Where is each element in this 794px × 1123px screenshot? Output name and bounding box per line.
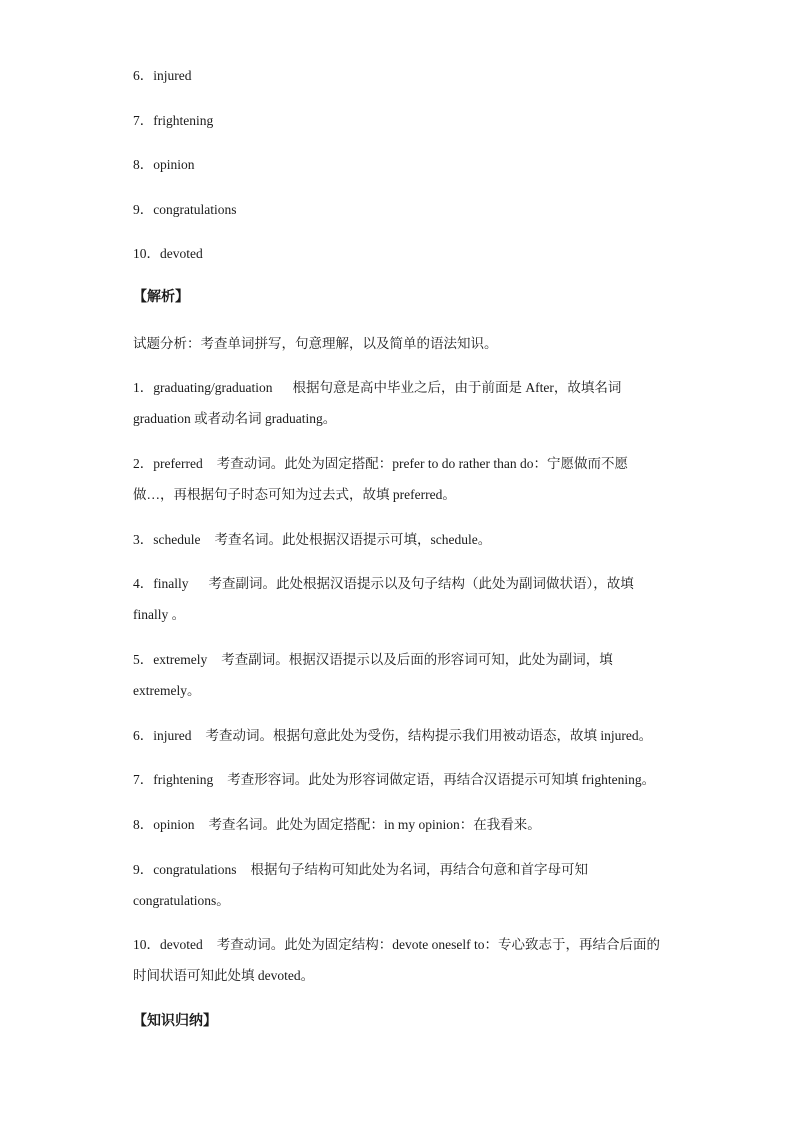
analysis-intro: 试题分析：考查单词拼写，句意理解，以及简单的语法知识。	[133, 336, 498, 351]
explanation-text: 考查名词。此处为固定搭配：in my opinion：在我看来。	[208, 817, 541, 832]
answer-item-9: 9．congratulations	[133, 201, 237, 217]
explanation-text: 根据句子结构可知此处为名词，再结合句意和首字母可知 congratulations。	[133, 862, 588, 908]
explanation-5	[133, 644, 661, 706]
answer-item-8: 8．opinion	[133, 157, 195, 172]
explanation-text: 考查副词。此处根据汉语提示以及句子结构（此处为副词做状语），故填 finally 。	[133, 576, 634, 622]
explanation-text: 考查动词。此处为固定搭配：prefer to do rather than do：宁愿做而不愿做…，再根据句子时态可知为过去式，故填 preferred。	[133, 456, 629, 502]
explanation-text: 根据句意是高中毕业之后，由于前面是 After，故填名词 graduation 或者动名词 graduating。	[133, 380, 622, 426]
explanation-text: 考查名词。此处根据汉语提示可填，schedule。	[214, 532, 492, 547]
explanation-6	[133, 720, 661, 751]
answer-item-6: 6．injured	[133, 68, 192, 83]
explanation-text: 考查形容词。此处为形容词做定语，再结合汉语提示可知填 frightening。	[227, 772, 656, 787]
explanation-10	[133, 929, 661, 991]
explanation-term: 5．extremely	[133, 652, 208, 667]
analysis-heading: 【解析】	[133, 290, 189, 305]
explanation-term: 2．preferred	[133, 456, 203, 471]
answer-item-7: 7．frightening	[133, 112, 214, 128]
explanation-text: 考查副词。根据汉语提示以及后面的形容词可知，此处为副词，填 extremely。	[133, 652, 613, 698]
explanation-term: 9．congratulations	[133, 862, 237, 877]
explanation-term: 7．frightening	[133, 772, 214, 787]
explanation-term: 1．graduating/graduation	[133, 380, 273, 395]
explanation-term: 6．injured	[133, 728, 192, 743]
explanation-term: 10．devoted	[133, 937, 203, 952]
answer-item-10: 10．devoted	[133, 246, 203, 261]
explanation-3	[133, 524, 661, 555]
explanation-7	[133, 764, 661, 795]
explanation-term: 4．finally	[133, 576, 189, 591]
knowledge-heading: 【知识归纳】	[133, 1014, 217, 1029]
explanation-term: 3．schedule	[133, 532, 201, 547]
explanation-1	[133, 372, 661, 434]
explanation-term: 8．opinion	[133, 817, 195, 832]
explanation-8	[133, 809, 661, 840]
explanation-2	[133, 448, 661, 510]
explanation-text: 考查动词。根据句意此处为受伤，结构提示我们用被动语态，故填 injured。	[205, 728, 653, 743]
answer-list	[133, 66, 236, 289]
explanation-4	[133, 568, 661, 630]
explanation-9	[133, 854, 661, 916]
explanation-text: 考查动词。此处为固定结构：devote oneself to：专心致志于，再结合后面的时间状语可知此处填 devoted。	[133, 937, 660, 983]
